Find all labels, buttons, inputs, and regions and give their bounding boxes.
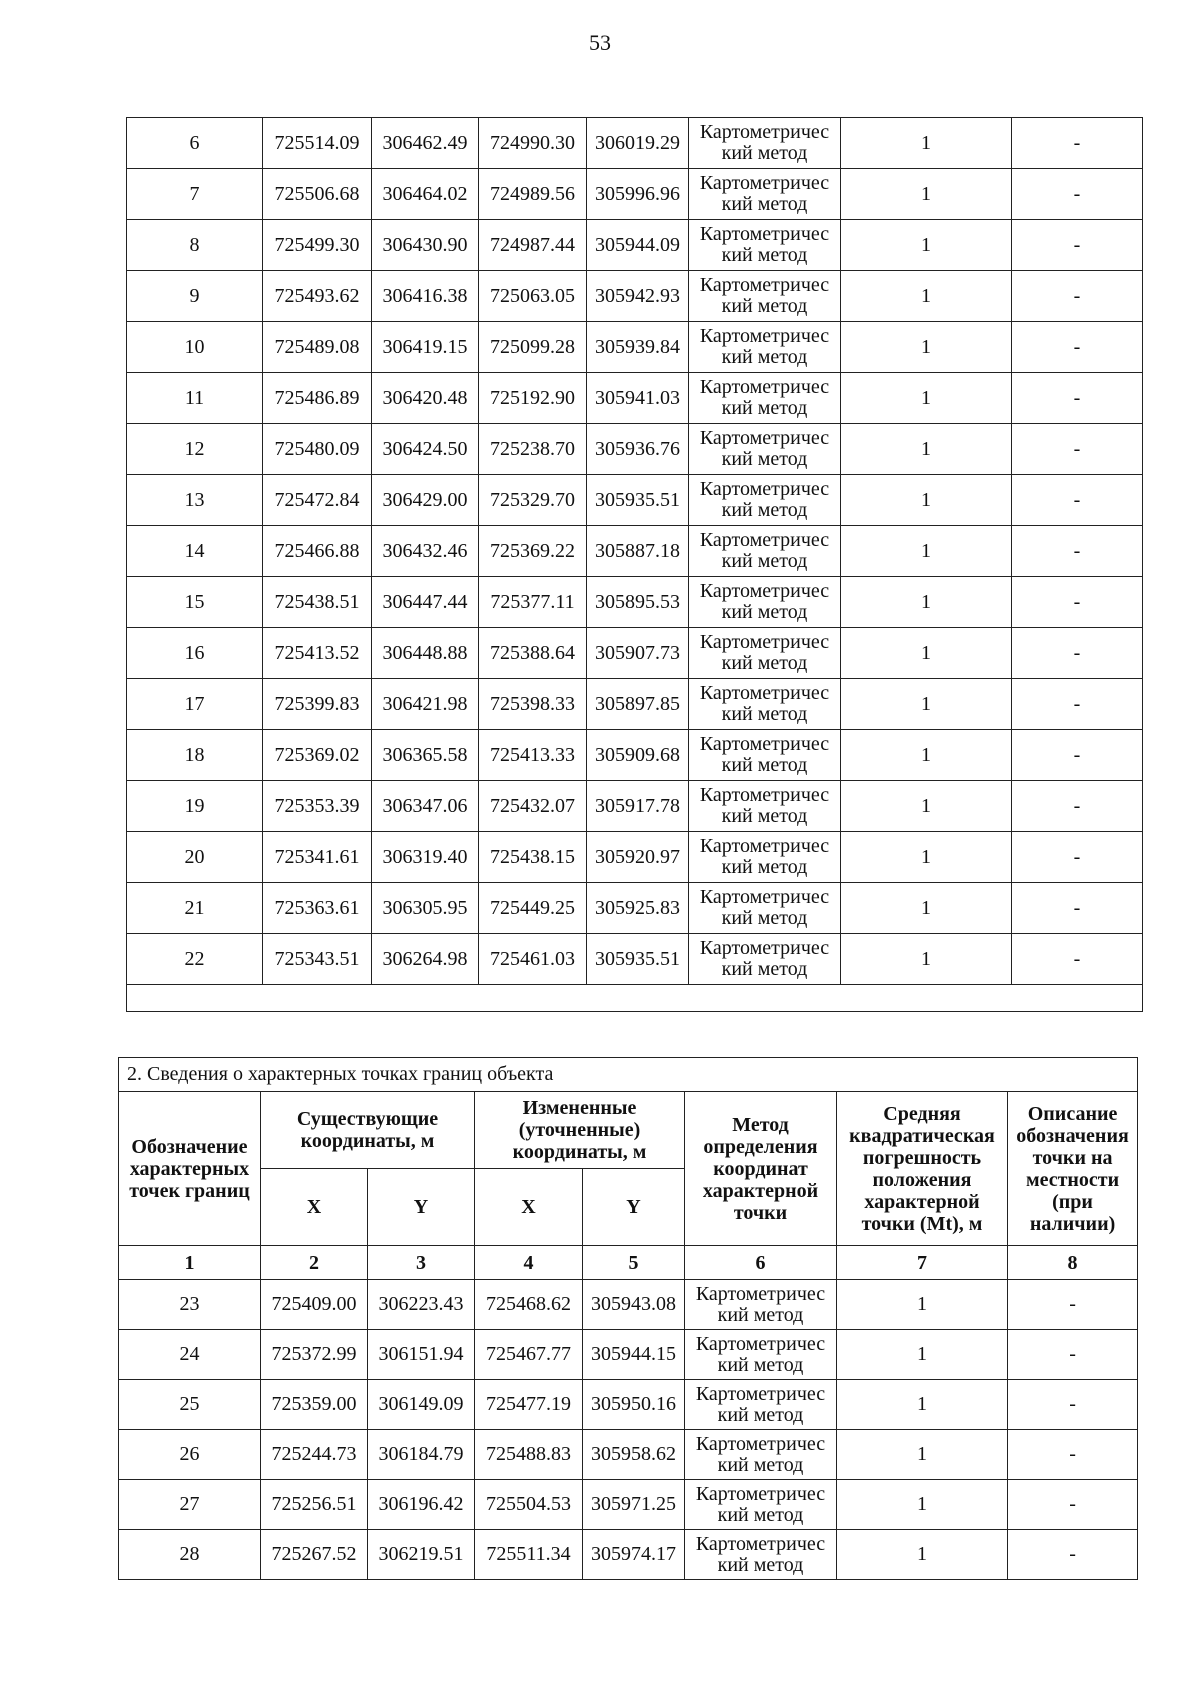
changed-x-cell: 725511.34	[475, 1530, 583, 1580]
point-number-cell: 9	[127, 271, 263, 322]
method-cell	[689, 373, 841, 424]
existing-y-cell: 306319.40	[372, 832, 479, 883]
coordinates-table-continued	[126, 117, 1143, 1012]
boundary-points-table	[118, 1057, 1138, 1580]
mt-cell: 1	[841, 373, 1012, 424]
method-text-line1: Картометричес	[699, 682, 830, 704]
existing-x-cell: 725489.08	[263, 322, 372, 373]
existing-x-cell: 725369.02	[263, 730, 372, 781]
description-cell: -	[1012, 118, 1143, 169]
description-cell: -	[1008, 1430, 1138, 1480]
method-text-line1: Картометричес	[699, 325, 830, 347]
existing-x-cell: 725413.52	[263, 628, 372, 679]
description-cell: -	[1012, 934, 1143, 985]
mt-cell: 1	[837, 1530, 1008, 1580]
header-description: Описание обозначения точки на местности (при наличии)	[1008, 1092, 1138, 1246]
table-caption: 2. Сведения о характерных точках границ объекта	[119, 1058, 1138, 1092]
point-number-cell: 18	[127, 730, 263, 781]
method-text-line2: кий метод	[721, 244, 808, 266]
changed-x-cell: 725468.62	[475, 1280, 583, 1330]
point-number-cell: 24	[119, 1330, 261, 1380]
description-cell: -	[1012, 373, 1143, 424]
header-designation: Обозначение характерных точек границ	[119, 1092, 261, 1246]
changed-y-cell: 305996.96	[587, 169, 689, 220]
method-cell	[689, 781, 841, 832]
table-row	[127, 322, 1143, 373]
table-row	[127, 169, 1143, 220]
point-number-cell: 23	[119, 1280, 261, 1330]
existing-y-cell: 306149.09	[368, 1380, 475, 1430]
point-number-cell: 26	[119, 1430, 261, 1480]
point-number-cell: 10	[127, 322, 263, 373]
changed-y-cell: 305944.15	[583, 1330, 685, 1380]
existing-y-cell: 306223.43	[368, 1280, 475, 1330]
description-cell: -	[1012, 577, 1143, 628]
description-cell: -	[1012, 322, 1143, 373]
method-text-line2: кий метод	[717, 1353, 804, 1376]
point-number-cell: 15	[127, 577, 263, 628]
changed-x-cell: 724987.44	[479, 220, 587, 271]
point-number-cell: 27	[119, 1480, 261, 1530]
table-row	[127, 577, 1143, 628]
changed-y-cell: 305907.73	[587, 628, 689, 679]
table-row	[127, 475, 1143, 526]
table-row	[119, 1380, 1138, 1430]
existing-x-cell: 725506.68	[263, 169, 372, 220]
description-cell: -	[1012, 220, 1143, 271]
column-number: 2	[261, 1246, 368, 1280]
method-text-line2: кий метод	[717, 1453, 804, 1476]
changed-x-cell: 725192.90	[479, 373, 587, 424]
table-row	[127, 424, 1143, 475]
existing-x-cell: 725438.51	[263, 577, 372, 628]
column-number: 5	[583, 1246, 685, 1280]
method-text-line2: кий метод	[721, 856, 808, 878]
existing-x-cell: 725244.73	[261, 1430, 368, 1480]
column-number: 1	[119, 1246, 261, 1280]
table-row	[127, 832, 1143, 883]
method-cell	[689, 271, 841, 322]
description-cell: -	[1012, 781, 1143, 832]
changed-x-cell: 725438.15	[479, 832, 587, 883]
method-text-line2: кий метод	[717, 1503, 804, 1526]
table-row	[119, 1480, 1138, 1530]
changed-x-cell: 725467.77	[475, 1330, 583, 1380]
method-text-line2: кий метод	[721, 958, 808, 980]
mt-cell: 1	[837, 1380, 1008, 1430]
changed-y-cell: 305971.25	[583, 1480, 685, 1530]
mt-cell: 1	[841, 475, 1012, 526]
method-text-line2: кий метод	[721, 193, 808, 215]
table-row	[119, 1330, 1138, 1380]
existing-x-cell: 725363.61	[263, 883, 372, 934]
existing-x-cell: 725486.89	[263, 373, 372, 424]
table-row	[119, 1280, 1138, 1330]
changed-y-cell: 305917.78	[587, 781, 689, 832]
method-text-line2: кий метод	[721, 142, 808, 164]
changed-y-cell: 305935.51	[587, 934, 689, 985]
changed-y-cell: 305942.93	[587, 271, 689, 322]
point-number-cell: 7	[127, 169, 263, 220]
existing-y-cell: 306419.15	[372, 322, 479, 373]
existing-y-cell: 306264.98	[372, 934, 479, 985]
method-text-line1: Картометричес	[699, 172, 830, 194]
changed-x-cell: 725413.33	[479, 730, 587, 781]
table-row	[127, 373, 1143, 424]
mt-cell: 1	[841, 883, 1012, 934]
header-existing-y: Y	[368, 1169, 475, 1246]
method-text-line1: Картометричес	[699, 631, 830, 653]
description-cell: -	[1012, 679, 1143, 730]
method-text-line2: кий метод	[721, 346, 808, 368]
header-existing-coordinates: Существующие координаты, м	[261, 1092, 475, 1169]
method-cell	[685, 1280, 837, 1330]
mt-cell: 1	[841, 679, 1012, 730]
method-cell	[689, 424, 841, 475]
description-cell: -	[1012, 475, 1143, 526]
existing-x-cell: 725466.88	[263, 526, 372, 577]
method-text-line1: Картометричес	[699, 223, 830, 245]
method-cell	[689, 883, 841, 934]
existing-y-cell: 306447.44	[372, 577, 479, 628]
changed-x-cell: 724989.56	[479, 169, 587, 220]
method-text-line1: Картометричес	[699, 274, 830, 296]
column-number: 4	[475, 1246, 583, 1280]
mt-cell: 1	[841, 832, 1012, 883]
method-cell	[689, 832, 841, 883]
method-text-line2: кий метод	[721, 550, 808, 572]
changed-x-cell: 725369.22	[479, 526, 587, 577]
changed-y-cell: 305941.03	[587, 373, 689, 424]
existing-y-cell: 306420.48	[372, 373, 479, 424]
mt-cell: 1	[841, 271, 1012, 322]
column-number: 3	[368, 1246, 475, 1280]
existing-y-cell: 306429.00	[372, 475, 479, 526]
mt-cell: 1	[837, 1280, 1008, 1330]
existing-x-cell: 725514.09	[263, 118, 372, 169]
changed-x-cell: 725063.05	[479, 271, 587, 322]
point-number-cell: 13	[127, 475, 263, 526]
table-row	[119, 1430, 1138, 1480]
mt-cell: 1	[841, 118, 1012, 169]
method-text-line1: Картометричес	[699, 835, 830, 857]
mt-cell: 1	[841, 424, 1012, 475]
method-text-line2: кий метод	[721, 652, 808, 674]
method-cell	[689, 526, 841, 577]
header-changed-y: Y	[583, 1169, 685, 1246]
description-cell: -	[1012, 526, 1143, 577]
changed-y-cell: 305936.76	[587, 424, 689, 475]
existing-x-cell: 725399.83	[263, 679, 372, 730]
column-number: 6	[685, 1246, 837, 1280]
method-text-line2: кий метод	[717, 1403, 804, 1426]
existing-y-cell: 306305.95	[372, 883, 479, 934]
existing-x-cell: 725359.00	[261, 1380, 368, 1430]
changed-y-cell: 305950.16	[583, 1380, 685, 1430]
method-text-line1: Картометричес	[695, 1332, 826, 1355]
existing-y-cell: 306464.02	[372, 169, 479, 220]
method-cell	[689, 679, 841, 730]
description-cell: -	[1012, 730, 1143, 781]
changed-x-cell: 724990.30	[479, 118, 587, 169]
table-row	[127, 220, 1143, 271]
changed-x-cell: 725432.07	[479, 781, 587, 832]
existing-x-cell: 725343.51	[263, 934, 372, 985]
method-text-line1: Картометричес	[695, 1432, 826, 1455]
description-cell: -	[1012, 424, 1143, 475]
description-cell: -	[1012, 832, 1143, 883]
existing-x-cell: 725341.61	[263, 832, 372, 883]
header-method: Метод определения координат характерной точки	[685, 1092, 837, 1246]
description-cell: -	[1008, 1330, 1138, 1380]
existing-x-cell: 725267.52	[261, 1530, 368, 1580]
method-cell	[689, 934, 841, 985]
method-cell	[689, 730, 841, 781]
mt-cell: 1	[841, 730, 1012, 781]
method-text-line1: Картометричес	[695, 1482, 826, 1505]
mt-cell: 1	[841, 526, 1012, 577]
existing-y-cell: 306347.06	[372, 781, 479, 832]
description-cell: -	[1008, 1530, 1138, 1580]
point-number-cell: 19	[127, 781, 263, 832]
existing-y-cell: 306184.79	[368, 1430, 475, 1480]
changed-y-cell: 306019.29	[587, 118, 689, 169]
mt-cell: 1	[841, 781, 1012, 832]
changed-y-cell: 305920.97	[587, 832, 689, 883]
method-text-line2: кий метод	[721, 805, 808, 827]
mt-cell: 1	[841, 934, 1012, 985]
method-cell	[689, 475, 841, 526]
description-cell: -	[1012, 271, 1143, 322]
mt-cell: 1	[841, 169, 1012, 220]
method-text-line1: Картометричес	[699, 733, 830, 755]
changed-y-cell: 305887.18	[587, 526, 689, 577]
changed-y-cell: 305925.83	[587, 883, 689, 934]
method-cell	[689, 169, 841, 220]
existing-y-cell: 306196.42	[368, 1480, 475, 1530]
existing-y-cell: 306219.51	[368, 1530, 475, 1580]
changed-y-cell: 305958.62	[583, 1430, 685, 1480]
table-row	[127, 526, 1143, 577]
method-text-line2: кий метод	[721, 397, 808, 419]
existing-y-cell: 306416.38	[372, 271, 479, 322]
changed-x-cell: 725477.19	[475, 1380, 583, 1430]
header-existing-x: X	[261, 1169, 368, 1246]
changed-x-cell: 725099.28	[479, 322, 587, 373]
description-cell: -	[1008, 1380, 1138, 1430]
changed-y-cell: 305974.17	[583, 1530, 685, 1580]
method-cell	[685, 1330, 837, 1380]
method-text-line1: Картометричес	[699, 580, 830, 602]
method-text-line1: Картометричес	[695, 1382, 826, 1405]
method-text-line2: кий метод	[717, 1303, 804, 1326]
mt-cell: 1	[841, 577, 1012, 628]
description-cell: -	[1012, 169, 1143, 220]
method-text-line1: Картометричес	[699, 529, 830, 551]
table-row	[127, 271, 1143, 322]
existing-x-cell: 725499.30	[263, 220, 372, 271]
changed-x-cell: 725329.70	[479, 475, 587, 526]
column-number: 7	[837, 1246, 1008, 1280]
point-number-cell: 14	[127, 526, 263, 577]
changed-y-cell: 305909.68	[587, 730, 689, 781]
mt-cell: 1	[837, 1330, 1008, 1380]
changed-x-cell: 725398.33	[479, 679, 587, 730]
method-text-line1: Картометричес	[699, 784, 830, 806]
header-mt: Средняя квадратическая погрешность положения характерной точки (Mt), м	[837, 1092, 1008, 1246]
table-row	[127, 679, 1143, 730]
empty-cell	[127, 985, 1143, 1012]
column-number: 8	[1008, 1246, 1138, 1280]
changed-x-cell: 725388.64	[479, 628, 587, 679]
method-text-line2: кий метод	[721, 295, 808, 317]
method-cell	[685, 1480, 837, 1530]
method-cell	[689, 118, 841, 169]
method-text-line1: Картометричес	[699, 478, 830, 500]
method-text-line1: Картометричес	[699, 376, 830, 398]
method-cell	[689, 628, 841, 679]
point-number-cell: 25	[119, 1380, 261, 1430]
existing-x-cell: 725493.62	[263, 271, 372, 322]
existing-x-cell: 725480.09	[263, 424, 372, 475]
table-row	[127, 628, 1143, 679]
method-cell	[689, 220, 841, 271]
description-cell: -	[1012, 628, 1143, 679]
changed-y-cell: 305935.51	[587, 475, 689, 526]
changed-y-cell: 305897.85	[587, 679, 689, 730]
method-cell	[689, 577, 841, 628]
mt-cell: 1	[841, 220, 1012, 271]
description-cell: -	[1008, 1280, 1138, 1330]
method-text-line2: кий метод	[721, 907, 808, 929]
table-row	[119, 1530, 1138, 1580]
changed-y-cell: 305895.53	[587, 577, 689, 628]
mt-cell: 1	[841, 322, 1012, 373]
method-text-line1: Картометричес	[699, 427, 830, 449]
existing-x-cell: 725409.00	[261, 1280, 368, 1330]
method-text-line1: Картометричес	[699, 886, 830, 908]
method-text-line2: кий метод	[721, 448, 808, 470]
existing-y-cell: 306421.98	[372, 679, 479, 730]
method-text-line1: Картометричес	[699, 937, 830, 959]
existing-y-cell: 306432.46	[372, 526, 479, 577]
existing-y-cell: 306424.50	[372, 424, 479, 475]
existing-y-cell: 306448.88	[372, 628, 479, 679]
mt-cell: 1	[837, 1480, 1008, 1530]
changed-x-cell: 725238.70	[479, 424, 587, 475]
existing-y-cell: 306365.58	[372, 730, 479, 781]
point-number-cell: 8	[127, 220, 263, 271]
changed-x-cell: 725504.53	[475, 1480, 583, 1530]
changed-x-cell: 725461.03	[479, 934, 587, 985]
changed-y-cell: 305944.09	[587, 220, 689, 271]
existing-x-cell: 725256.51	[261, 1480, 368, 1530]
mt-cell: 1	[841, 628, 1012, 679]
point-number-cell: 28	[119, 1530, 261, 1580]
changed-y-cell: 305943.08	[583, 1280, 685, 1330]
changed-y-cell: 305939.84	[587, 322, 689, 373]
method-cell	[685, 1430, 837, 1480]
table-row	[127, 118, 1143, 169]
point-number-cell: 6	[127, 118, 263, 169]
header-changed-coordinates: Измененные (уточненные) координаты, м	[475, 1092, 685, 1169]
method-cell	[689, 322, 841, 373]
method-text-line2: кий метод	[717, 1553, 804, 1576]
method-text-line1: Картометричес	[695, 1282, 826, 1305]
existing-x-cell: 725372.99	[261, 1330, 368, 1380]
empty-row	[127, 985, 1143, 1012]
existing-x-cell: 725353.39	[263, 781, 372, 832]
table-row	[127, 934, 1143, 985]
method-text-line2: кий метод	[721, 601, 808, 623]
point-number-cell: 22	[127, 934, 263, 985]
point-number-cell: 12	[127, 424, 263, 475]
description-cell: -	[1008, 1480, 1138, 1530]
method-text-line2: кий метод	[721, 499, 808, 521]
method-text-line1: Картометричес	[695, 1532, 826, 1555]
table-row	[127, 781, 1143, 832]
method-cell	[685, 1530, 837, 1580]
header-changed-x: X	[475, 1169, 583, 1246]
point-number-cell: 11	[127, 373, 263, 424]
changed-x-cell: 725488.83	[475, 1430, 583, 1480]
point-number-cell: 20	[127, 832, 263, 883]
method-text-line2: кий метод	[721, 754, 808, 776]
changed-x-cell: 725377.11	[479, 577, 587, 628]
table-row	[127, 883, 1143, 934]
method-text-line1: Картометричес	[699, 121, 830, 143]
existing-x-cell: 725472.84	[263, 475, 372, 526]
existing-y-cell: 306462.49	[372, 118, 479, 169]
changed-x-cell: 725449.25	[479, 883, 587, 934]
table-row	[127, 730, 1143, 781]
point-number-cell: 17	[127, 679, 263, 730]
method-text-line2: кий метод	[721, 703, 808, 725]
existing-y-cell: 306430.90	[372, 220, 479, 271]
existing-y-cell: 306151.94	[368, 1330, 475, 1380]
description-cell: -	[1012, 883, 1143, 934]
point-number-cell: 21	[127, 883, 263, 934]
method-cell	[685, 1380, 837, 1430]
mt-cell: 1	[837, 1430, 1008, 1480]
point-number-cell: 16	[127, 628, 263, 679]
page-number: 53	[589, 30, 611, 55]
